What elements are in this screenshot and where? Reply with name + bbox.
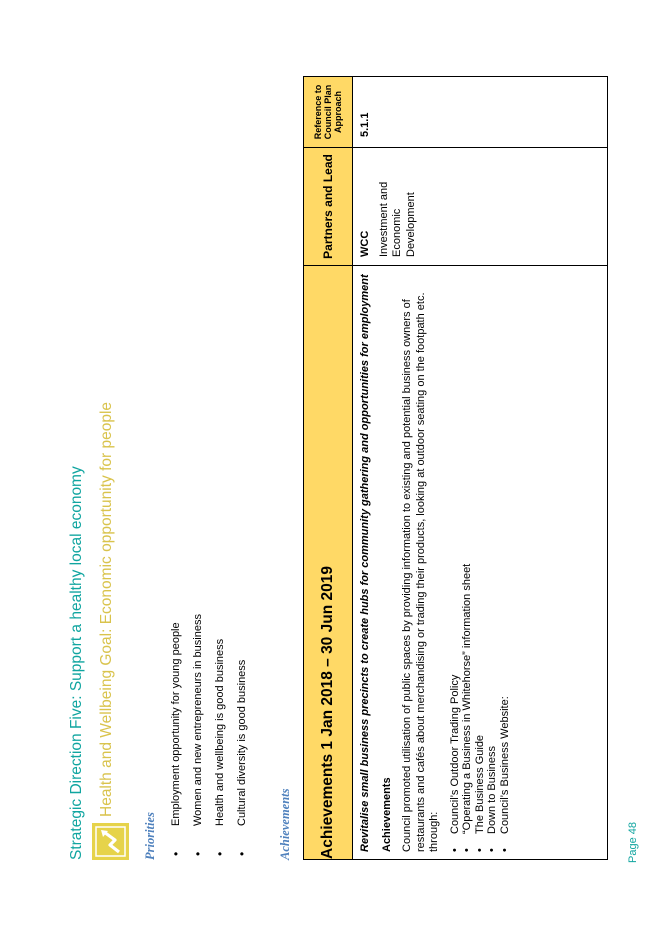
achievements-table — [303, 76, 608, 860]
priorities-list — [170, 614, 258, 860]
economic-growth-chart-icon — [92, 823, 129, 860]
table-header-row — [304, 77, 353, 860]
list-item: • Council’s Outdoor Trading Policy — [449, 272, 462, 852]
list-item: • Council’s Business Website: — [499, 272, 512, 852]
partner-lead: WCC — [359, 230, 371, 257]
partners-cell — [353, 148, 608, 266]
priority-item: • Women and new entrepreneurs in business — [192, 614, 214, 860]
page-number: Page 48 — [627, 822, 639, 863]
achievements-label: Achievements — [380, 777, 393, 852]
priorities-heading: Priorities — [143, 812, 157, 860]
council-plan-reference: 5.1.1 — [353, 77, 608, 148]
list-item: • “Operating a Business in Whitehorse” information sheet — [461, 272, 474, 852]
partner-unit: Investment and Economic Development — [377, 181, 417, 257]
strategic-direction-title: Strategic Direction Five: Support a healthy local economy — [68, 466, 85, 860]
list-item: • The Business Guide — [474, 272, 487, 852]
header-partners-and-lead: Partners and Lead — [304, 148, 353, 266]
header-achievements-period: Achievements 1 Jan 2018 – 30 Jun 2019 — [304, 266, 353, 860]
list-item: • Down to Business — [486, 272, 499, 852]
achievements-heading: Achievements — [278, 788, 292, 860]
health-wellbeing-goal-title: Health and Wellbeing Goal: Economic opportunity for people — [98, 401, 115, 817]
header-council-plan-reference: Reference to Council Plan Approach — [304, 77, 353, 148]
priority-item: • Health and wellbeing is good business — [214, 614, 236, 860]
priority-item: • Cultural diversity is good business — [236, 614, 258, 860]
achievement-cell — [353, 266, 608, 860]
achievement-description: Council promoted utilisation of public spaces by providing information to existing and potential business owners of restaurants and cafés about merchandising or trading their products, looking at outdoor seating on the footpath etc. through: — [401, 292, 440, 852]
achievement-resources-list — [449, 272, 512, 852]
priority-item: • Employment opportunity for young people — [170, 614, 192, 860]
activity-title: Revitalise small business precincts to create hubs for community gathering and opportunities for employment — [359, 274, 371, 852]
table-row — [353, 77, 608, 860]
